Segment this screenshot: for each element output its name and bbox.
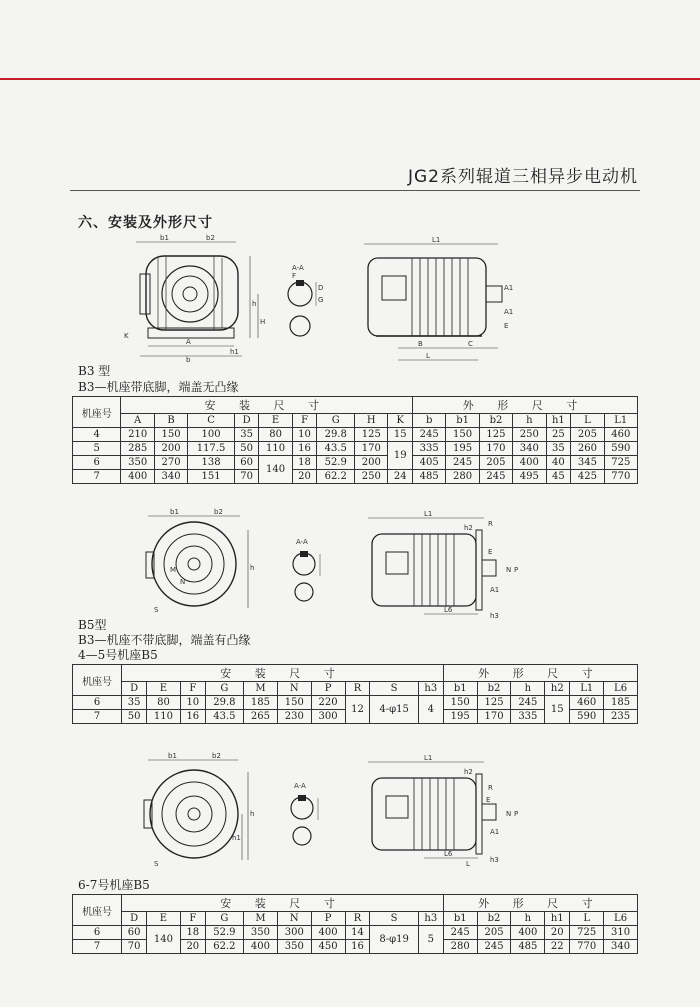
table-cell: 6 — [73, 696, 122, 710]
table-cell: 14 — [345, 926, 370, 940]
b5-label-b2: b2 — [214, 508, 223, 516]
table-cell: 外 形 尺 寸 — [443, 665, 637, 682]
b3-side-label-C: C — [468, 340, 473, 348]
b5-front-view-drawing — [134, 508, 264, 618]
table-cell: 12 — [345, 696, 370, 724]
table-cell: 20 — [545, 926, 570, 940]
table-cell: 150 — [446, 428, 479, 442]
table-cell: 机座号 — [73, 665, 122, 696]
table-cell: b1 — [443, 682, 477, 696]
table-cell: 16 — [292, 442, 317, 456]
table-cell: L6 — [604, 912, 638, 926]
table-cell: 安 装 尺 寸 — [122, 665, 444, 682]
b5b-label-h1: h1 — [232, 834, 241, 842]
table-cell: F — [180, 912, 205, 926]
table-cell: 18 — [180, 926, 205, 940]
b5b-label-S: S — [154, 860, 159, 868]
b5b-side-label-P: P — [514, 810, 519, 818]
table-cell: h3 — [418, 912, 443, 926]
table-cell: 4 — [418, 696, 443, 724]
table-cell: 10 — [292, 428, 317, 442]
table-cell: 安 装 尺 寸 — [122, 895, 444, 912]
table-cell: 125 — [477, 696, 511, 710]
table-cell: M — [244, 912, 278, 926]
table-cell: 185 — [244, 696, 278, 710]
b3-shaft-label-D: D — [318, 284, 324, 292]
table-cell: 340 — [604, 940, 638, 954]
table-cell: D — [234, 414, 259, 428]
b5-side-label-P: P — [514, 566, 519, 574]
table-cell: N — [277, 682, 311, 696]
b3-side-label-E: E — [504, 322, 509, 330]
table-cell: 18 — [292, 456, 317, 470]
table-cell: 230 — [277, 710, 311, 724]
table-cell: 52.9 — [317, 456, 355, 470]
table-cell: 280 — [443, 940, 477, 954]
table-cell: 725 — [604, 456, 637, 470]
table-cell: 245 — [446, 456, 479, 470]
b3-shaft-section-drawing — [282, 262, 342, 342]
table-cell: 80 — [147, 696, 181, 710]
b3-install-group-header: 安 装 尺 寸 — [121, 397, 413, 414]
b3-side-view-drawing — [358, 236, 528, 366]
b5b-side-label-A1: A1 — [490, 828, 500, 836]
table-header-row — [73, 414, 638, 428]
b3-type-label: B3 型 — [78, 364, 111, 378]
b3-front-view-drawing — [118, 234, 268, 364]
table-cell: 270 — [154, 456, 187, 470]
b5-side-label-L1: L1 — [424, 510, 433, 518]
table-header-row — [73, 397, 638, 414]
table-cell: 4 — [73, 428, 121, 442]
table-cell: 15 — [388, 428, 413, 442]
table-cell: 22 — [545, 940, 570, 954]
table-cell: 20 — [180, 940, 205, 954]
table-cell: 80 — [259, 428, 292, 442]
table-cell: 725 — [570, 926, 604, 940]
table-cell: G — [205, 682, 243, 696]
table-cell: 29.8 — [317, 428, 355, 442]
table-cell: S — [370, 912, 418, 926]
b5b-side-label-N: N — [506, 810, 512, 818]
table-row — [73, 926, 638, 940]
table-cell: 140 — [259, 456, 292, 484]
table-cell: 400 — [513, 456, 546, 470]
table-cell: 24 — [388, 470, 413, 484]
b3-side-label-B: B — [418, 340, 423, 348]
header-red-rule — [0, 78, 700, 80]
table-cell: E — [147, 682, 181, 696]
b5-side-view-drawing — [364, 510, 534, 625]
b5b-side-label-h2: h2 — [464, 768, 473, 776]
table-cell: 495 — [513, 470, 546, 484]
table-cell: 16 — [345, 940, 370, 954]
table-cell: M — [244, 682, 278, 696]
table-cell: 138 — [188, 456, 235, 470]
table-cell: 8-φ19 — [370, 926, 418, 954]
table-cell: 450 — [311, 940, 345, 954]
table-cell: 195 — [443, 710, 477, 724]
b3-side-label-L1: L1 — [432, 236, 441, 244]
b5-6-7-dimension-table — [72, 894, 638, 954]
table-cell: 10 — [180, 696, 205, 710]
table-cell: 770 — [604, 470, 637, 484]
table-cell: 150 — [277, 696, 311, 710]
table-cell: D — [122, 912, 147, 926]
table-cell: 机座号 — [73, 895, 122, 926]
b5b-side-label-E: E — [486, 796, 491, 804]
b5b-side-label-L6: L6 — [444, 850, 453, 858]
table-cell: 170 — [355, 442, 388, 456]
table-cell: 40 — [546, 456, 571, 470]
table-cell: 400 — [244, 940, 278, 954]
table-cell: b2 — [477, 912, 511, 926]
table-cell: 6 — [73, 926, 122, 940]
table-cell: 485 — [511, 940, 545, 954]
table-cell: b — [413, 414, 446, 428]
table-cell: b2 — [479, 414, 512, 428]
table-cell: 7 — [73, 710, 122, 724]
table-cell: 590 — [604, 442, 637, 456]
table-cell: 70 — [234, 470, 259, 484]
table-cell: 110 — [259, 442, 292, 456]
table-cell: 43.5 — [317, 442, 355, 456]
table-cell: 117.5 — [188, 442, 235, 456]
b5-section-aa-label: A-A — [296, 538, 308, 546]
table-cell: h2 — [545, 682, 570, 696]
b3-dimension-table — [72, 396, 638, 484]
table-cell: 235 — [604, 710, 638, 724]
table-cell: F — [180, 682, 205, 696]
table-cell: 35 — [546, 442, 571, 456]
b5-side-label-h2: h2 — [464, 524, 473, 532]
table-cell: A — [121, 414, 154, 428]
table-cell: 170 — [477, 710, 511, 724]
table-cell: 245 — [479, 470, 512, 484]
b5b-side-label-L: L — [466, 860, 470, 868]
table-cell: 770 — [570, 940, 604, 954]
b3-side-label-L: L — [426, 352, 430, 360]
b3-shaft-label-G: G — [318, 296, 324, 304]
b5-side-label-h3: h3 — [490, 612, 499, 620]
b3-outline-group-header: 外 形 尺 寸 — [413, 397, 638, 414]
b3-shaft-label-F: F — [292, 272, 297, 280]
table-cell: 280 — [446, 470, 479, 484]
table-cell: 150 — [154, 428, 187, 442]
table-cell: R — [345, 682, 370, 696]
b5b-section-aa-label: A-A — [294, 782, 306, 790]
table-cell: b2 — [477, 682, 511, 696]
table-cell: 7 — [73, 470, 121, 484]
table-cell: 43.5 — [205, 710, 243, 724]
table-header-row — [73, 682, 638, 696]
table-cell: h — [511, 682, 545, 696]
b5-label-N: N — [180, 578, 186, 586]
table-row — [73, 442, 638, 456]
table-row — [73, 428, 638, 442]
table-cell: 350 — [277, 940, 311, 954]
table-cell: 200 — [355, 456, 388, 470]
table-cell: L6 — [604, 682, 638, 696]
b5-label-b1: b1 — [170, 508, 179, 516]
table-cell: 310 — [604, 926, 638, 940]
header-rule — [70, 190, 640, 191]
page-header-title: JG2系列辊道三相异步电动机 — [407, 167, 638, 187]
table-cell: K — [388, 414, 413, 428]
b5b-side-view-drawing — [364, 754, 534, 869]
table-cell: S — [370, 682, 418, 696]
table-cell: 70 — [122, 940, 147, 954]
table-cell: 210 — [121, 428, 154, 442]
table-cell: C — [188, 414, 235, 428]
b5-side-label-R: R — [488, 520, 493, 528]
table-cell: 45 — [546, 470, 571, 484]
b3-section-aa-label: A-A — [292, 264, 304, 272]
table-cell: 220 — [311, 696, 345, 710]
table-cell: 60 — [122, 926, 147, 940]
table-cell: G — [205, 912, 243, 926]
table-cell: P — [311, 912, 345, 926]
table-cell: 4-φ15 — [370, 696, 418, 724]
table-cell: 245 — [443, 926, 477, 940]
table-cell: 5 — [418, 926, 443, 954]
table-cell: 205 — [571, 428, 604, 442]
table-cell: h — [513, 414, 546, 428]
b5b-side-label-L1: L1 — [424, 754, 433, 762]
table-cell: 20 — [292, 470, 317, 484]
table-cell: L — [571, 414, 604, 428]
table-cell: G — [317, 414, 355, 428]
table-cell: 16 — [180, 710, 205, 724]
table-cell: P — [311, 682, 345, 696]
table-cell: 425 — [571, 470, 604, 484]
b5b-front-view-drawing — [132, 752, 262, 872]
table-cell: 35 — [122, 696, 147, 710]
table-cell: 250 — [513, 428, 546, 442]
table-cell: 7 — [73, 940, 122, 954]
b5b-label-b1: b1 — [168, 752, 177, 760]
table-cell: 52.9 — [205, 926, 243, 940]
table-cell: 151 — [188, 470, 235, 484]
table-cell: 345 — [571, 456, 604, 470]
table-cell: 245 — [413, 428, 446, 442]
table-header-row — [73, 665, 638, 682]
table-cell: 140 — [147, 926, 181, 954]
table-cell: h3 — [418, 682, 443, 696]
table-cell: L — [570, 912, 604, 926]
table-cell: h1 — [545, 912, 570, 926]
b3-label-H: H — [260, 318, 266, 326]
b5-side-label-E: E — [488, 548, 493, 556]
table-cell: 400 — [511, 926, 545, 940]
b3-label-h: h — [252, 300, 257, 308]
b3-label-K: K — [124, 332, 129, 340]
table-cell: 460 — [570, 696, 604, 710]
table-cell: 170 — [479, 442, 512, 456]
section-title: 六、安装及外形尺寸 — [78, 215, 213, 231]
table-cell: 245 — [477, 940, 511, 954]
b5b-label-b2: b2 — [212, 752, 221, 760]
table-cell: 60 — [234, 456, 259, 470]
b3-side-label-A1-bottom: A1 — [504, 308, 514, 316]
table-cell: 405 — [413, 456, 446, 470]
table-cell: 15 — [545, 696, 570, 724]
table-cell: E — [259, 414, 292, 428]
table-cell: 335 — [511, 710, 545, 724]
table-header-row — [73, 912, 638, 926]
table-cell: 25 — [546, 428, 571, 442]
table-cell: N — [277, 912, 311, 926]
table-cell: 590 — [570, 710, 604, 724]
table-cell: 485 — [413, 470, 446, 484]
table-cell: H — [355, 414, 388, 428]
table-cell: 205 — [479, 456, 512, 470]
b5-side-label-N: N — [506, 566, 512, 574]
b5-side-label-A1: A1 — [490, 586, 500, 594]
table-cell: 19 — [388, 442, 413, 470]
table-cell: 335 — [413, 442, 446, 456]
b3-label-b1: b1 — [160, 234, 169, 242]
b5-side-label-L6: L6 — [444, 606, 453, 614]
b3-label-h1: h1 — [230, 348, 239, 356]
table-row — [73, 456, 638, 470]
table-cell: 340 — [154, 470, 187, 484]
table-cell: 62.2 — [205, 940, 243, 954]
b5-shaft-section-drawing — [288, 536, 348, 606]
b5-4-5-dimension-table — [72, 664, 638, 724]
table-cell: 300 — [311, 710, 345, 724]
table-cell: 125 — [479, 428, 512, 442]
table-cell: 62.2 — [317, 470, 355, 484]
table-cell: E — [147, 912, 181, 926]
table-cell: 125 — [355, 428, 388, 442]
b5-label-M: M — [170, 566, 177, 574]
table-cell: 5 — [73, 442, 121, 456]
table-cell: 29.8 — [205, 696, 243, 710]
b5-label-h: h — [250, 564, 255, 572]
b3-label-b: b — [186, 356, 191, 364]
b5-subtitle-4-5: 4—5号机座B5 — [78, 648, 158, 662]
b5-type-label: B5型 — [78, 618, 107, 632]
b3-label-b2: b2 — [206, 234, 215, 242]
table-cell: 250 — [355, 470, 388, 484]
b5b-label-h: h — [250, 810, 255, 818]
table-cell: 285 — [121, 442, 154, 456]
table-cell: b1 — [446, 414, 479, 428]
table-cell: 185 — [604, 696, 638, 710]
table-cell: 35 — [234, 428, 259, 442]
table-cell: 50 — [122, 710, 147, 724]
b5b-side-label-h3: h3 — [490, 856, 499, 864]
table-cell: 195 — [446, 442, 479, 456]
table-cell: h — [511, 912, 545, 926]
table-cell: 350 — [121, 456, 154, 470]
table-cell: 110 — [147, 710, 181, 724]
table-cell: 340 — [513, 442, 546, 456]
table-cell: h1 — [546, 414, 571, 428]
table-cell: 50 — [234, 442, 259, 456]
table-cell: 400 — [311, 926, 345, 940]
table-row — [73, 470, 638, 484]
table-cell: 265 — [244, 710, 278, 724]
table-cell: L1 — [604, 414, 637, 428]
b5-label-S: S — [154, 606, 159, 614]
b3-side-label-A1-top: A1 — [504, 284, 514, 292]
table-cell: 205 — [477, 926, 511, 940]
table-cell: 300 — [277, 926, 311, 940]
b3-label-A: A — [186, 338, 191, 346]
table-cell: 350 — [244, 926, 278, 940]
table-cell: D — [122, 682, 147, 696]
table-cell: 245 — [511, 696, 545, 710]
table-row — [73, 696, 638, 710]
b5b-side-label-R: R — [488, 784, 493, 792]
b3-description: B3—机座带底脚，端盖无凸缘 — [78, 380, 239, 394]
table-cell: 460 — [604, 428, 637, 442]
b3-frame-header: 机座号 — [73, 397, 121, 428]
table-cell: 6 — [73, 456, 121, 470]
table-cell: 400 — [121, 470, 154, 484]
b5-description: B3—机座不带底脚，端盖有凸缘 — [78, 633, 251, 647]
table-cell: R — [345, 912, 370, 926]
table-cell: 150 — [443, 696, 477, 710]
table-cell: 100 — [188, 428, 235, 442]
table-cell: 外 形 尺 寸 — [443, 895, 637, 912]
b5-subtitle-6-7: 6-7号机座B5 — [78, 878, 150, 892]
table-cell: F — [292, 414, 317, 428]
table-cell: 200 — [154, 442, 187, 456]
table-cell: b1 — [443, 912, 477, 926]
table-header-row — [73, 895, 638, 912]
table-cell: B — [154, 414, 187, 428]
table-cell: 260 — [571, 442, 604, 456]
b5b-shaft-section-drawing — [286, 780, 346, 850]
table-cell: L1 — [570, 682, 604, 696]
